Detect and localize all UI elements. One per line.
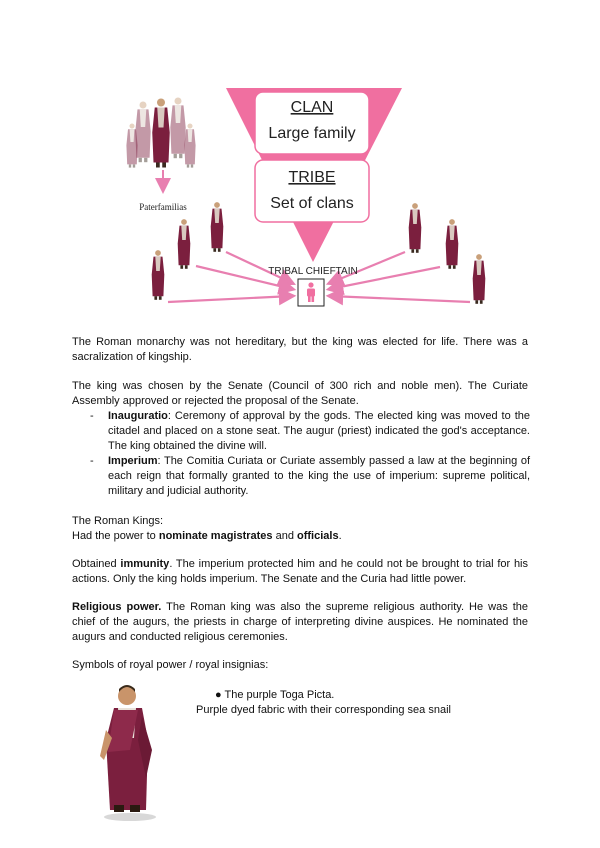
monarchy-paragraph: [72, 335, 528, 365]
tribe-box: [255, 160, 369, 222]
immunity-text: . The imperium protected him and he could not be brought to trial for his actions. Only the king holds imperium. The Senate and the Curia had little power.: [72, 558, 529, 585]
senate-paragraph: [72, 379, 528, 409]
toga-bullet-text: ● The purple Toga Picta.: [215, 689, 335, 701]
symbols-heading: [72, 658, 528, 673]
toga-bullet: [215, 688, 334, 703]
immunity-term: immunity: [120, 558, 170, 570]
tribe-member-figure: [211, 202, 224, 252]
clan-box: [255, 92, 369, 154]
inauguratio-term: Inauguratio: [108, 410, 168, 422]
immunity-text: Obtained: [72, 558, 121, 570]
list-item-imperium: [90, 454, 530, 499]
tribe-member-figure: [409, 203, 422, 253]
religious-text: The Roman king was also the supreme religious authority. He was the chief of the augurs, the priests in charge of interpreting divine auspices. He nominated the augurs and conducted religious ceremonies.: [72, 601, 528, 643]
monarchy-text: The Roman monarchy was not hereditary, but the king was elected for life. There was a sacralization of kingship.: [72, 336, 528, 363]
kings-heading: The Roman Kings:: [72, 515, 164, 527]
kings-paragraph: [72, 514, 528, 544]
tribe-member-figure: [178, 219, 191, 269]
inauguratio-text: : Ceremony of approval by the gods. The elected king was moved to the citadel and placed on a stone seat. The augur (priest) indicated the god's acceptance. The king obtained the divine will.: [108, 410, 530, 452]
chieftain-person-icon: [298, 279, 324, 306]
tribe-member-figure: [473, 254, 486, 304]
social-structure-diagram: [0, 0, 600, 320]
list-dash: -: [90, 455, 94, 467]
imperium-text: : The Comitia Curiata or Curiate assembly passed a law at the beginning of each reign that formally granted to the king the use of imperium: supreme political, military and judicial authority.: [108, 455, 530, 497]
clan-subtitle: Large family: [268, 125, 356, 142]
officials-term: officials: [297, 530, 339, 542]
religious-paragraph: [72, 600, 528, 645]
toga-description-text: Purple dyed fabric with their corresponding sea snail: [196, 704, 451, 716]
family-group-image: [126, 97, 195, 167]
kings-text: .: [338, 530, 342, 542]
toga-description: [196, 703, 451, 718]
tribe-member-figure: [152, 250, 165, 300]
tribe-subtitle: Set of clans: [270, 195, 354, 212]
clan-title: CLAN: [290, 99, 334, 116]
kings-text: and: [272, 530, 298, 542]
list-item-inauguratio: [90, 409, 530, 454]
toga-picta-image: [90, 680, 170, 825]
magistrates-term: nominate magistrates: [158, 530, 273, 542]
immunity-paragraph: [72, 557, 528, 587]
list-dash: -: [90, 410, 94, 422]
tribe-member-figure: [446, 219, 459, 269]
senate-text: The king was chosen by the Senate (Council of 300 rich and noble men). The Curiate Assembly approved or rejected the proposal of the Senate.: [72, 380, 528, 407]
paterfamilias-label: Paterfamilias: [139, 202, 187, 212]
tribal-chieftain-label: TRIBAL CHIEFTAIN: [268, 266, 358, 277]
kings-text: Had the power to: [72, 530, 159, 542]
imperium-term: Imperium: [108, 455, 158, 467]
tribe-title: TRIBE: [288, 169, 336, 186]
symbols-text: Symbols of royal power / royal insignias:: [72, 659, 269, 671]
religious-term: Religious power.: [72, 601, 162, 613]
